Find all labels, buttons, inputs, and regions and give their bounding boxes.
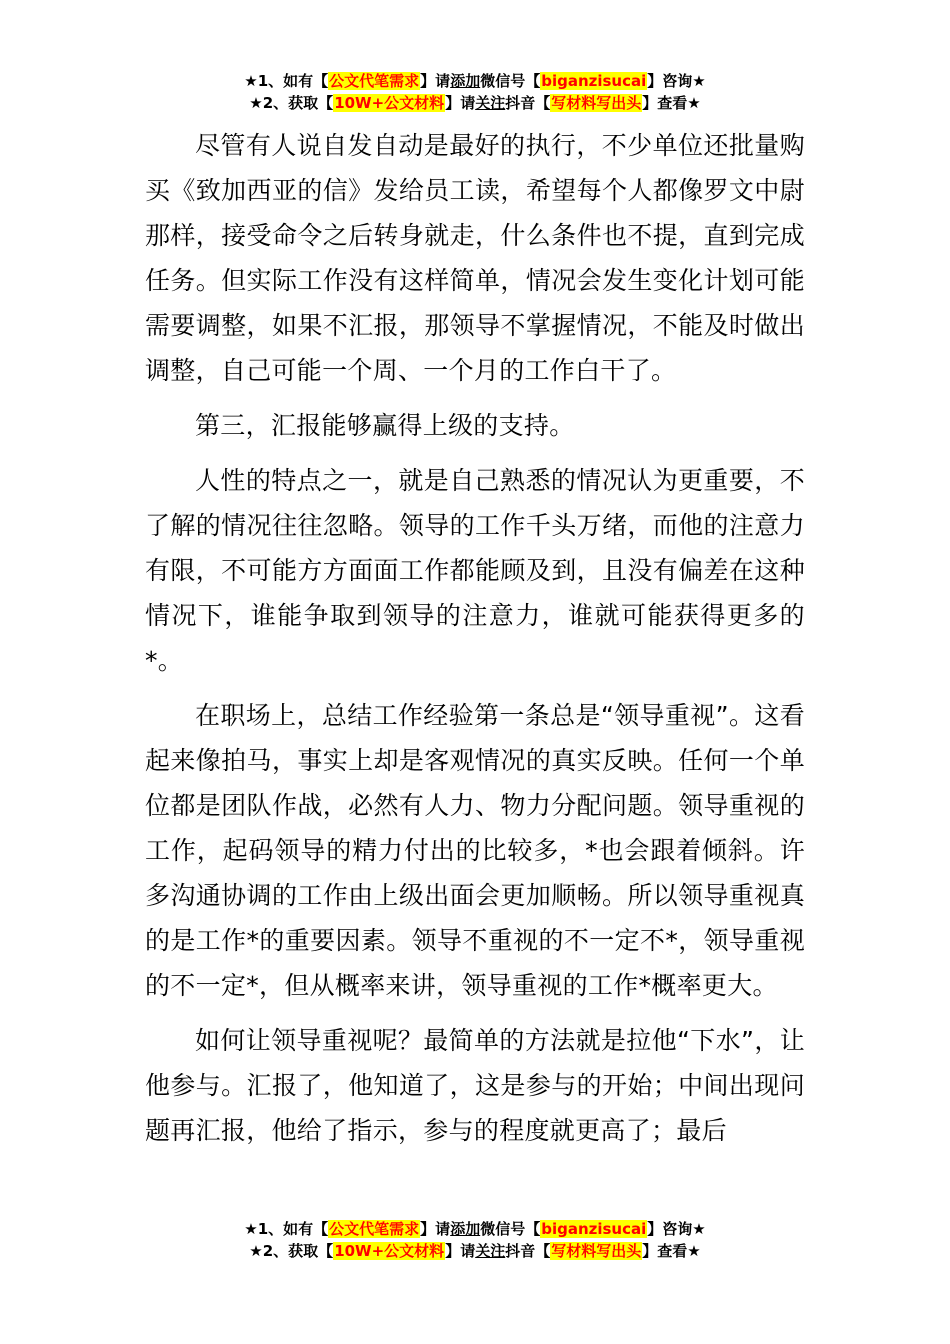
footer-line-2-prefix: ★2、获取【	[249, 1242, 334, 1260]
footer-line-1-mid-1: 】请	[420, 1220, 451, 1238]
banner-line-1-highlight-1: 公文代笔需求	[329, 72, 420, 90]
banner-line-1-mid-2: 微信号【	[480, 72, 541, 90]
footer-line-2-mid-1: 】请	[445, 1242, 476, 1260]
paragraph-3: 人性的特点之一，就是自己熟悉的情况认为更重要，不了解的情况往往忽略。领导的工作千头万绪，而他的注意力有限，不可能方方面面工作都能顾及到，且没有偏差在这种情况下，谁能争取到领导的注意力，谁就可能获得更多的*。	[145, 466, 805, 675]
banner-line-2-underlined: 关注	[475, 94, 506, 112]
banner-line-2-suffix: 】查看★	[642, 94, 701, 112]
banner-line-1-underlined: 添加	[450, 72, 481, 90]
footer-line-1-highlight-1: 公文代笔需求	[329, 1220, 420, 1238]
footer-line-2-highlight-1: 10W+公文材料	[334, 1242, 445, 1260]
footer-banner	[0, 1218, 950, 1262]
footer-line-2-underlined: 关注	[475, 1242, 506, 1260]
banner-line-2-highlight-1: 10W+公文材料	[334, 94, 445, 112]
paragraph-4: 在职场上，总结工作经验第一条总是“领导重视”。这看起来像拍马，事实上却是客观情况的真实反映。任何一个单位都是团队作战，必然有人力、物力分配问题。领导重视的工作，起码领导的精力付出的比较多，*也会跟着倾斜。许多沟通协调的工作由上级出面会更加顺畅。所以领导重视真的是工作*的重要因素。领导不重视的不一定不*，领导重视的不一定*，但从概率来讲，领导重视的工作*概率更大。	[145, 701, 805, 1000]
banner-line-2	[0, 92, 950, 114]
footer-line-1	[0, 1218, 950, 1240]
banner-line-1-mid-1: 】请	[420, 72, 451, 90]
banner-line-1-suffix: 】咨询★	[647, 72, 706, 90]
banner-line-1-prefix: ★1、如有【	[244, 72, 329, 90]
banner-line-2-mid-1: 】请	[445, 94, 476, 112]
footer-line-1-suffix: 】咨询★	[647, 1220, 706, 1238]
footer-line-2	[0, 1240, 950, 1262]
document-body	[145, 123, 805, 1163]
footer-line-1-prefix: ★1、如有【	[244, 1220, 329, 1238]
footer-line-2-suffix: 】查看★	[642, 1242, 701, 1260]
banner-line-2-prefix: ★2、获取【	[249, 94, 334, 112]
paragraph-2-heading: 第三，汇报能够赢得上级的支持。	[195, 411, 575, 440]
footer-line-2-highlight-2: 写材料写出头	[551, 1242, 642, 1260]
footer-line-2-mid-2: 抖音【	[505, 1242, 551, 1260]
banner-line-2-mid-2: 抖音【	[505, 94, 551, 112]
footer-line-1-underlined: 添加	[450, 1220, 481, 1238]
footer-line-1-mid-2: 微信号【	[480, 1220, 541, 1238]
banner-line-1	[0, 70, 950, 92]
paragraph-1: 尽管有人说自发自动是最好的执行，不少单位还批量购买《致加西亚的信》发给员工读，希望每个人都像罗文中尉那样，接受命令之后转身就走，什么条件也不提，直到完成任务。但实际工作没有这样简单，情况会发生变化计划可能需要调整，如果不汇报，那领导不掌握情况，不能及时做出调整，自己可能一个周、一个月的工作白干了。	[145, 131, 805, 385]
footer-line-1-highlight-2: biganzisucai	[541, 1220, 647, 1238]
header-banner	[0, 70, 950, 114]
banner-line-1-highlight-2: biganzisucai	[541, 72, 647, 90]
banner-line-2-highlight-2: 写材料写出头	[551, 94, 642, 112]
paragraph-5: 如何让领导重视呢？最简单的方法就是拉他“下水”，让他参与。汇报了，他知道了，这是参与的开始；中间出现问题再汇报，他给了指示，参与的程度就更高了；最后	[145, 1026, 805, 1145]
